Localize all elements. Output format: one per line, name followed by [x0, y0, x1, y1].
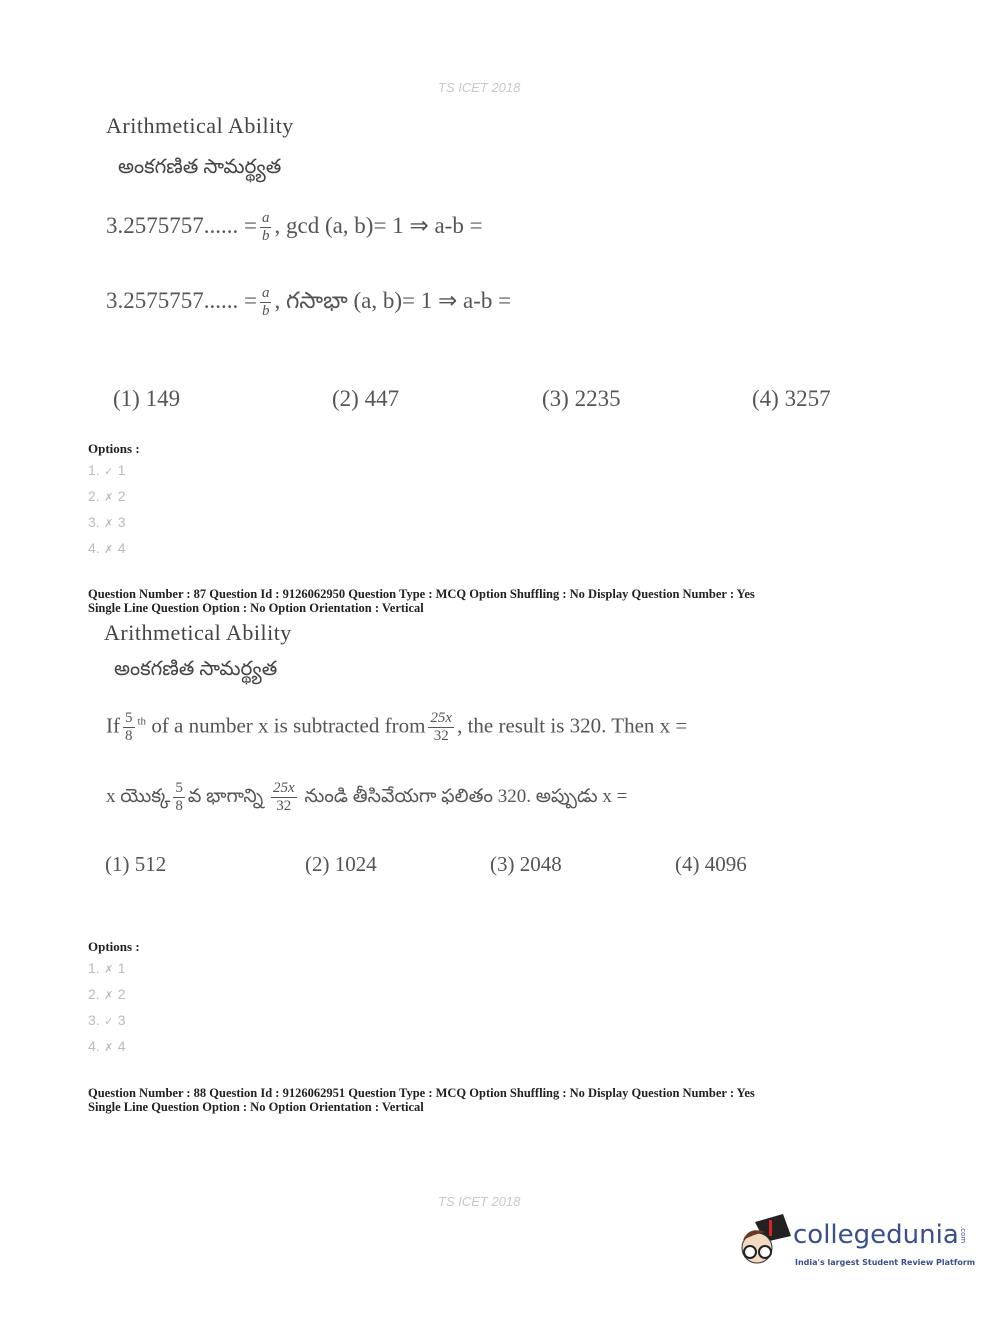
numerator: 5 — [125, 710, 133, 726]
option-number: 4. — [88, 1038, 100, 1054]
expr: , the result is 320. Then x = — [457, 713, 688, 738]
logo-name: collegedunia — [793, 1220, 959, 1250]
fraction — [428, 710, 454, 745]
meta-line: Single Line Question Option : No Option Orientation : Vertical — [88, 601, 424, 615]
cross-icon: ✗ — [104, 964, 114, 976]
denominator: 8 — [175, 798, 183, 814]
question-line-english — [106, 210, 483, 245]
page-header: TS ICET 2018 — [438, 80, 521, 95]
logo-wordmark — [793, 1220, 967, 1250]
option-row — [88, 514, 125, 530]
option-value: 1 — [117, 960, 126, 976]
numerator: a — [261, 210, 270, 226]
choice-4: (4) 3257 — [752, 386, 831, 411]
section-title: Arithmetical Ability — [104, 620, 292, 645]
choice-2: (2) 1024 — [305, 852, 377, 876]
cross-icon: ✗ — [104, 1042, 114, 1054]
option-row — [88, 960, 125, 976]
option-number: 2. — [88, 986, 100, 1002]
option-value: 4 — [117, 540, 126, 556]
denominator: b — [261, 228, 270, 244]
choice-1: (1) 512 — [105, 852, 167, 876]
numerator: 25x — [430, 710, 453, 726]
meta-line: Single Line Question Option : No Option Orientation : Vertical — [88, 1100, 424, 1114]
fraction — [260, 210, 272, 245]
option-number: 3. — [88, 514, 100, 530]
question-line-telugu — [106, 285, 511, 320]
choice-1: (1) 149 — [113, 386, 181, 411]
option-row — [88, 1038, 125, 1054]
cross-icon: ✗ — [104, 990, 114, 1002]
fraction — [123, 710, 135, 745]
expr: 3.2575757...... = — [106, 287, 257, 313]
section-title: Arithmetical Ability — [106, 113, 294, 138]
option-value: 2 — [117, 488, 126, 504]
mascot-icon — [735, 1212, 793, 1278]
fraction — [271, 780, 297, 815]
numerator: a — [261, 285, 270, 301]
cross-icon: ✗ — [104, 544, 114, 556]
option-row — [88, 540, 125, 556]
option-value: 3 — [117, 514, 126, 530]
choice-3: (3) 2235 — [542, 386, 621, 411]
question-line-english — [106, 710, 687, 745]
denominator: b — [261, 303, 270, 319]
expr: x యొక్క — [106, 785, 171, 807]
page-footer: TS ICET 2018 — [438, 1194, 521, 1209]
check-icon: ✓ — [104, 466, 114, 478]
option-value: 1 — [117, 462, 126, 478]
options-label: Options : — [88, 939, 140, 954]
meta-line: Question Number : 87 Question Id : 9126062950 Question Type : MCQ Option Shuffling : No Display Question Number : Yes — [88, 587, 755, 601]
collegedunia-logo — [735, 1212, 976, 1282]
option-row — [88, 462, 125, 478]
expr: నుండి తీసివేయగా ఫలితం 320. అప్పుడు x = — [304, 785, 628, 807]
choice-3: (3) 2048 — [490, 852, 562, 876]
section-title-telugu: అంకగణిత సామర్థ్యత — [118, 156, 282, 178]
logo-tagline: India's largest Student Review Platform — [795, 1258, 976, 1267]
option-row — [88, 1012, 125, 1028]
cross-icon: ✗ — [104, 518, 114, 530]
option-row — [88, 986, 125, 1002]
question-meta — [88, 1086, 755, 1114]
expr: 3.2575757...... = — [106, 212, 257, 238]
denominator: 32 — [433, 728, 449, 744]
section-title-telugu: అంకగణిత సామర్థ్యత — [114, 658, 278, 680]
superscript: th — [137, 715, 147, 728]
logo-suffix: .com — [958, 1225, 967, 1243]
option-row — [88, 488, 125, 504]
expr: , గసాభా (a, b)= 1 ⇒ a-b = — [274, 287, 512, 313]
choice-2: (2) 447 — [332, 386, 400, 411]
meta-line: Question Number : 88 Question Id : 9126062951 Question Type : MCQ Option Shuffling : No Display Question Number : Yes — [88, 1086, 755, 1100]
check-icon: ✓ — [104, 1016, 114, 1028]
fraction — [260, 285, 272, 320]
numerator: 25x — [272, 780, 295, 796]
cross-icon: ✗ — [104, 492, 114, 504]
question-meta — [88, 587, 755, 615]
numerator: 5 — [175, 780, 183, 796]
option-value: 3 — [117, 1012, 126, 1028]
choice-4: (4) 4096 — [675, 852, 747, 876]
expr: If — [106, 713, 120, 738]
denominator: 32 — [276, 798, 292, 814]
option-value: 2 — [117, 986, 126, 1002]
expr: వ భాగాన్ని — [187, 785, 264, 807]
option-number: 4. — [88, 540, 100, 556]
option-number: 1. — [88, 960, 100, 976]
options-label: Options : — [88, 441, 140, 456]
expr: of a number x is subtracted from — [151, 713, 426, 738]
denominator: 8 — [125, 728, 133, 744]
option-number: 3. — [88, 1012, 100, 1028]
option-value: 4 — [117, 1038, 126, 1054]
option-number: 1. — [88, 462, 100, 478]
option-number: 2. — [88, 488, 100, 504]
expr: , gcd (a, b)= 1 ⇒ a-b = — [274, 212, 483, 238]
fraction — [173, 780, 185, 815]
question-line-telugu — [106, 780, 627, 815]
